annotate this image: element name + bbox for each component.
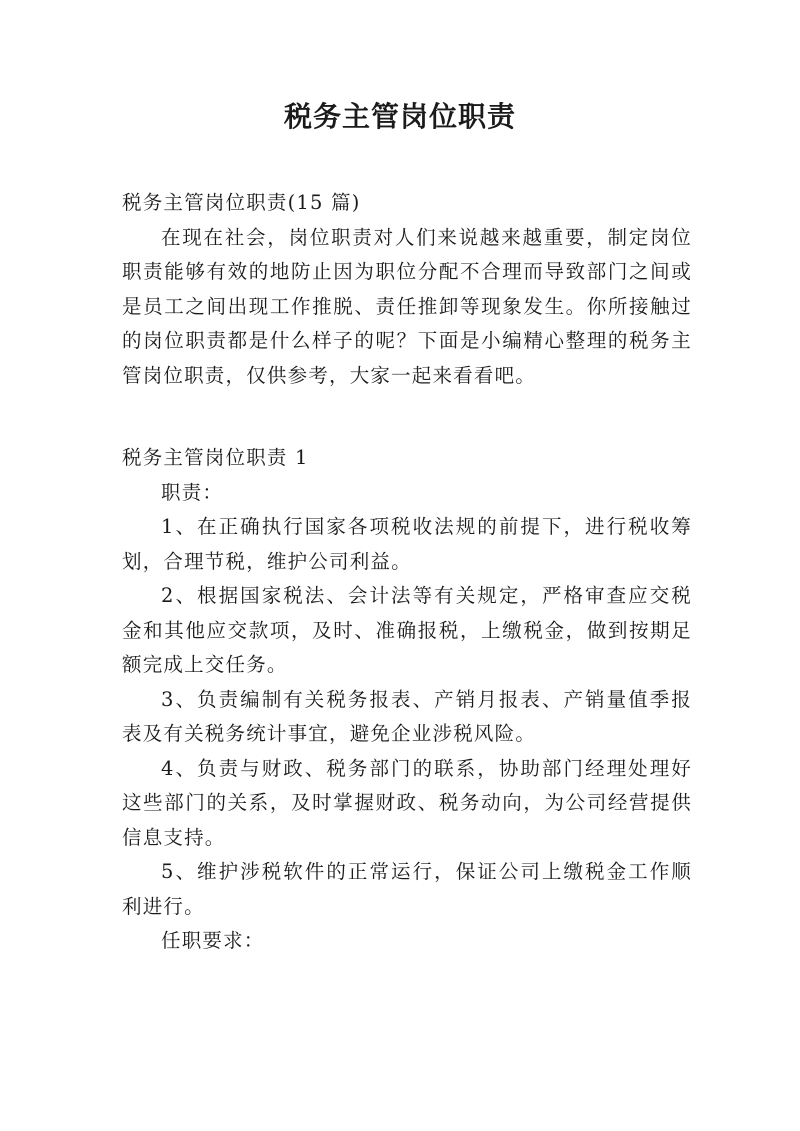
page-title: 税务主管岗位职责 <box>283 100 516 133</box>
duty-item: 2、根据国家税法、会计法等有关规定，严格审查应交税金和其他应交款项，及时、准确报税，上缴税金，做到按期足额完成上交任务。 <box>122 584 692 676</box>
document-body <box>122 186 692 959</box>
duty-item: 1、在正确执行国家各项税收法规的前提下，进行税收筹划，合理节税，维护公司利益。 <box>122 515 692 573</box>
intro-paragraph: 在现在社会，岗位职责对人们来说越来越重要，制定岗位职责能够有效的地防止因为职位分配不合理而导致部门之间或是员工之间出现工作推脱、责任推卸等现象发生。你所接触过的岗位职责都是什么样子的呢？下面是小编精心整理的税务主管岗位职责，仅供参考，大家一起来看看吧。 <box>122 225 692 387</box>
duty-item: 5、维护涉税软件的正常运行，保证公司上缴税金工作顺利进行。 <box>122 860 692 918</box>
section-heading: 税务主管岗位职责 1 <box>122 446 309 469</box>
duty-item: 3、负责编制有关税务报表、产销月报表、产销量值季报表及有关税务统计事宜，避免企业涉税风险。 <box>122 687 692 745</box>
requirements-label: 任职要求： <box>161 929 265 952</box>
document-subtitle: 税务主管岗位职责(15 篇) <box>122 191 361 214</box>
section-spacer <box>122 393 692 441</box>
duty-item: 4、负责与财政、税务部门的联系，协助部门经理处理好这些部门的关系，及时掌握财政、税务动向，为公司经营提供信息支持。 <box>122 756 692 849</box>
duties-label: 职责： <box>161 480 224 504</box>
